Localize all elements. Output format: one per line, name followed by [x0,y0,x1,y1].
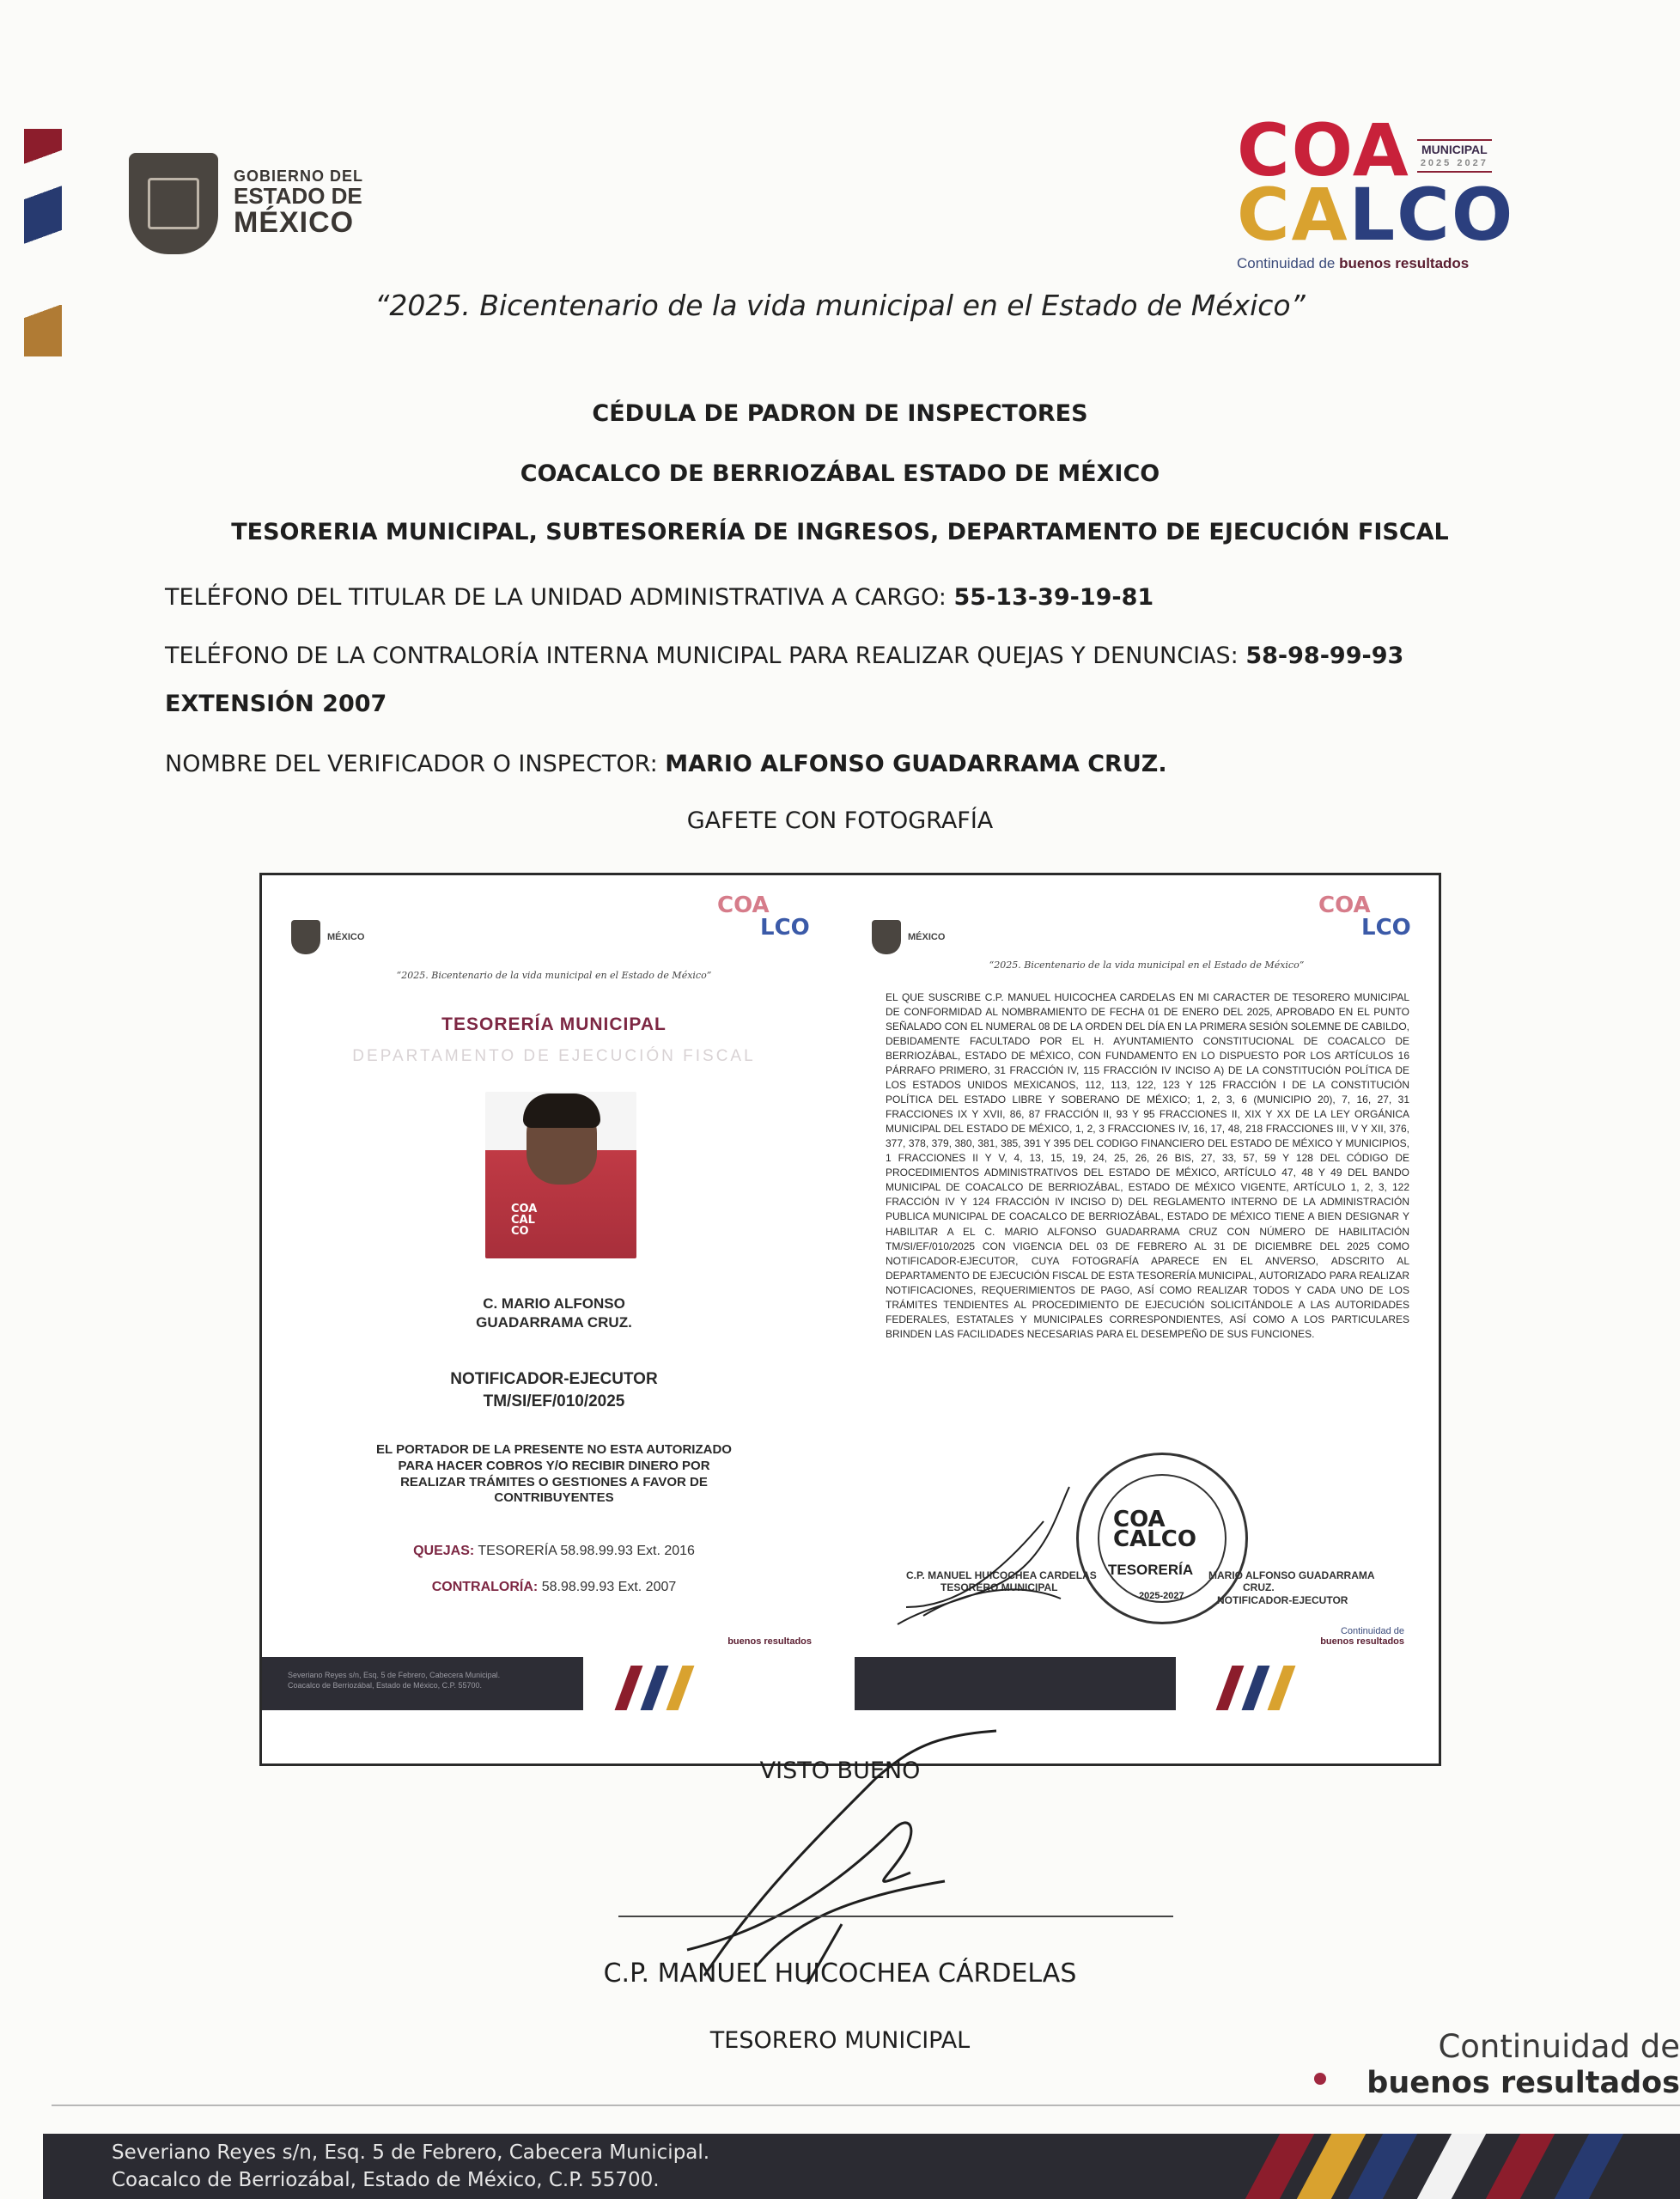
tagline-bold: buenos resultados [1339,255,1470,272]
titular-phone-label: TELÉFONO DEL TITULAR DE LA UNIDAD ADMINISTRATIVA A CARGO: [165,584,947,611]
back-footer-tag-b: buenos resultados [1320,1636,1404,1647]
quejas-label: QUEJAS: [413,1544,475,1558]
edomex-logo [129,153,363,254]
front-stripe-gold [667,1666,695,1710]
calco-lco: LCO [1348,173,1515,258]
bicentennial-motto: “2025. Bicentenario de la vida municipal en el Estado de México” [374,289,1306,322]
municipality-heading: COACALCO DE BERRIOZÁBAL ESTADO DE MÉXICO [520,460,1160,487]
front-name-line2: GUADARRAMA CRUZ. [476,1314,632,1331]
front-motto: “2025. Bicentenario de la vida municipal en el Estado de México” [396,970,712,981]
footer-stripe-blue2 [1555,2134,1623,2199]
back-stripe-blue [1242,1666,1270,1710]
contraloria-value: 58.98.99.93 Ext. 2007 [541,1580,677,1594]
front-coacalco-logo [717,894,810,939]
badge-back [855,886,1439,1710]
edomex-seal-icon [129,153,218,254]
back-coacalco-logo [1318,894,1411,939]
calco-wordmark [1237,173,1529,258]
badge-front [262,886,846,1710]
back-motto: “2025. Bicentenario de la vida municipal en el Estado de México” [989,959,1305,971]
coa-wordmark: COA [1237,108,1410,192]
signer-name: C.P. MANUEL HUICOCHEA CÁRDELAS [603,1958,1077,1989]
contraloria-phone-label: TELÉFONO DE LA CONTRALORÍA INTERNA MUNICIPAL PARA REALIZAR QUEJAS Y DENUNCIAS: [165,643,1239,669]
back-footer-tag [1320,1626,1404,1647]
front-contraloria [262,1580,846,1595]
back-footer-tag-a: Continuidad de [1340,1625,1404,1636]
front-quejas [262,1544,846,1559]
footer-tag-line1: Continuidad de [1438,2028,1680,2065]
calco-ca: CA [1237,173,1349,258]
footer-tag-line2: buenos resultados [1367,2065,1680,2100]
side-accent-red [24,129,62,174]
front-coa: COA [717,892,770,918]
back-signer-left-name: C.P. MANUEL HUICOCHEA CARDELAS [906,1569,1097,1581]
inspector-photo [485,1092,636,1258]
back-stripe-gold [1268,1666,1296,1710]
front-name [262,1294,846,1332]
front-stripe-red [615,1666,643,1710]
stamp-coa: COA [1113,1507,1166,1532]
footer-address-line2: Coacalco de Berriozábal, Estado de México, C.P. 55700. [112,2169,660,2192]
edomex-line1: GOBIERNO DEL [234,168,364,186]
stamp-logo [1113,1507,1196,1553]
back-signer-right-name: MARIO ALFONSO GUADARRAMA [1208,1569,1375,1581]
front-role [262,1368,846,1412]
back-signer-right-name2: CRUZ. [1243,1581,1275,1594]
signer-role: TESORERO MUNICIPAL [709,2027,971,2054]
office-heading: TESORERIA MUNICIPAL, SUBTESORERÍA DE INGRESOS, DEPARTAMENTO DE EJECUCIÓN FISCAL [231,519,1449,545]
footer-stripe-white [1417,2134,1486,2199]
edomex-line2: ESTADO DE [234,182,362,209]
contraloria-phone-line [165,643,1403,669]
back-edomex-text: MÉXICO [908,931,946,942]
stamp-teso: TESORERÍA [1108,1562,1194,1578]
inspector-label: NOMBRE DEL VERIFICADOR O INSPECTOR: [165,751,658,777]
front-office: TESORERÍA MUNICIPAL [441,1014,667,1034]
side-accent-blue [24,185,62,245]
back-signature-icon [889,1470,1095,1642]
logo-tagline [1237,255,1529,272]
approval-signature-icon [653,1727,1048,1984]
inspector-line [165,751,1167,777]
front-warning: EL PORTADOR DE LA PRESENTE NO ESTA AUTORIZADO PARA HACER COBROS Y/O RECIBIR DINERO POR REALIZAR TRÁMITES O GESTIONES A FAVOR DE CONTRIBUYENTES [376,1442,732,1506]
back-signer-left-role: TESORERO MUNICIPAL [940,1581,1058,1594]
back-lco: LCO [1361,915,1411,941]
back-seal-icon [872,920,901,954]
extension-line [165,691,387,717]
footer-divider [52,2105,1680,2106]
photo-hair [523,1093,600,1128]
back-edomex-logo [872,920,945,954]
edomex-line3: MÉXICO [234,206,355,240]
footer-address [112,2139,709,2194]
badge-years: 2025 2027 [1420,157,1488,168]
footer-dot-icon [1314,2073,1326,2085]
edomex-logo-text [234,168,363,239]
titular-phone-value: 55-13-39-19-81 [953,584,1154,611]
front-footer-tag-text: buenos resultados [727,1636,812,1647]
signature-line [618,1916,1173,1917]
front-role-title: NOTIFICADOR-EJECUTOR [450,1370,658,1388]
front-footer-bar [262,1657,846,1710]
contraloria-label: CONTRALORÍA: [431,1580,539,1594]
front-edomex-logo [291,920,364,954]
front-stripe-blue [641,1666,669,1710]
footer-stripe-red2 [1486,2134,1555,2199]
titular-phone-line [165,584,1153,611]
front-footer-tag [727,1636,812,1647]
back-signer-right [1208,1569,1375,1606]
back-stripe-red [1216,1666,1245,1710]
back-coa: COA [1318,892,1371,918]
inspector-name: MARIO ALFONSO GUADARRAMA CRUZ. [665,751,1167,777]
front-department: DEPARTAMENTO DE EJECUCIÓN FISCAL [352,1047,756,1065]
coacalco-logo [1237,108,1529,272]
footer-tagline [1367,2029,1680,2100]
back-signer-right-role: NOTIFICADOR-EJECUTOR [1217,1593,1348,1606]
back-footer-bar [855,1657,1439,1710]
extension-value: EXTENSIÓN 2007 [165,691,387,717]
photo-jacket-tag: COA CAL CO [511,1203,538,1238]
front-role-number: TM/SI/EF/010/2025 [483,1392,625,1410]
tagline-prefix: Continuidad de [1237,255,1336,272]
badge-top: MUNICIPAL [1421,143,1488,157]
front-name-line1: C. MARIO ALFONSO [483,1295,625,1312]
visto-bueno: VISTO BUENO [759,1757,921,1784]
document-title: CÉDULA DE PADRON DE INSPECTORES [592,400,1088,427]
back-authorization-text: EL QUE SUSCRIBE C.P. MANUEL HUICOCHEA CARDELAS EN MI CARACTER DE TESORERO MUNICIPAL DE CONFORMIDAD AL NOMBRAMIENTO DE FECHA 01 DE ENERO DEL 2025, APROBADO EN EL PUNTO SEÑALADO CON EL NUMERAL 08 DE LA ORDEN DEL DÍA EN LA PRIMERA SESIÓN SOLEMNE DE CABILDO, DEBIDAMENTE FACULTADO POR EL H. AYUNTAMIENTO CONSTITUCIONAL DE COACALCO DE BERRIOZÁBAL, ESTADO DE MÉXICO, CON FUNDAMENTO EN LO DISPUESTO POR LOS ARTÍCULOS 16 PÁRRAFO PRIMERO, 31 FRACCIÓN IV, 115 FRACCIÓN IV INCISO A) DE LA CONSTITUCIÓN POLÍTICA DE LOS ESTADOS UNIDOS MEXICANOS, 112, 113, 122, 123 Y 125 FRACCIÓN I DE LA CONSTITUCIÓN POLÍTICA DEL ESTADO LIBRE Y SOBERANO DE MÉXICO; 1, 2, 3, 6 (MUNICIPIO 20), 7, 16, 27, 31 FRACCIONES IX Y XVII, 86, 87 FRACCIÓN II, 93 Y 95 FRACCIONES II, XIX Y XX DE LA LEY ORGÁNICA MUNICIPAL DEL ESTADO DE MÉXICO, 1, 2, 3 FRACCIONES IV, 16, 17, 48, 218 FRACCIONES III, V Y XII, 376, 377, 378, 379, 380, 381, 385, 391 Y 395 DEL CODIGO FINANCIERO DEL ESTADO DE MÉXICO Y MUNICIPIOS, 1 FRACCIONES II Y V, 4, 13, 15, 19, 24, 25, 26, 26 BIS, 27, 33, 57, 59 Y 128 DEL CÓDIGO DE PROCEDIMIENTOS ADMINISTRATIVOS DEL ESTADO DE MÉXICO, ARTÍCULO 47, 48 Y 49 DEL BANDO MUNICIPAL DE COACALCO DE BERRIOZÁBAL, ESTADO DE MÉXICO VIGENTE, ARTÍCULO 1, 2, 3, 122 FRACCIÓN IV Y 124 FRACCIÓN IV INCISO D) DEL REGLAMENTO INTERNO DE LA ADMINISTRACIÓN PUBLICA MUNICIPAL DE COACALCO DE BERRIOZÁBAL, ESTADO DE MÉXICO TIENE A BIEN DESIGNAR Y HABILITAR A EL C. MARIO ALFONSO GUADARRAMA CRUZ CON NÚMERO DE HABILITACIÓN TM/SI/EF/010/2025 CON VIGENCIA DEL 03 DE FEBRERO AL 31 DE DICIEMBRE DEL 2025 COMO NOTIFICADOR-EJECUTOR, CUYA FOTOGRAFÍA APARECE EN EL ANVERSO, ADSCRITO AL DEPARTAMENTO DE EJECUCIÓN FISCAL DE ESTA TESORERÍA MUNICIPAL, AUTORIZADO PARA REALIZAR NOTIFICACIONES, REQUERIMIENTOS DE PAGO, ASÍ COMO REALIZAR TODOS Y CADA UNO DE LOS TRÁMITES TENDIENTES AL PROCEDIMIENTO DE EJECUCIÓN SOLICITÁNDOLE A LAS AUTORIDADES FEDERALES, ESTATALES Y MUNICIPALES CORRESPONDIENTES, ASÍ COMO A LOS PARTICULARES BRINDEN LAS FACILIDADES NECESARIAS PARA EL DESEMPEÑO DE SUS FUNCIONES. [886,991,1409,1340]
front-edomex-text: MÉXICO [327,931,365,942]
municipal-badge [1417,139,1492,173]
front-footer-address: Severiano Reyes s/n, Esq. 5 de Febrero, Cabecera Municipal. Coacalco de Berriozábal, Estado de México, C.P. 55700. [288,1671,501,1690]
front-seal-icon [291,920,320,954]
stamp-years: 2025-2027 [1139,1591,1184,1601]
badge-scan [259,873,1441,1766]
quejas-value: TESORERÍA 58.98.99.93 Ext. 2016 [478,1544,695,1558]
contraloria-phone-value: 58-98-99-93 [1245,643,1404,669]
front-lco: LCO [760,915,810,941]
stamp-calco: CALCO [1113,1526,1196,1553]
footer-address-line1: Severiano Reyes s/n, Esq. 5 de Febrero, Cabecera Municipal. [112,2141,710,2164]
gafete-label: GAFETE CON FOTOGRAFÍA [686,807,994,834]
